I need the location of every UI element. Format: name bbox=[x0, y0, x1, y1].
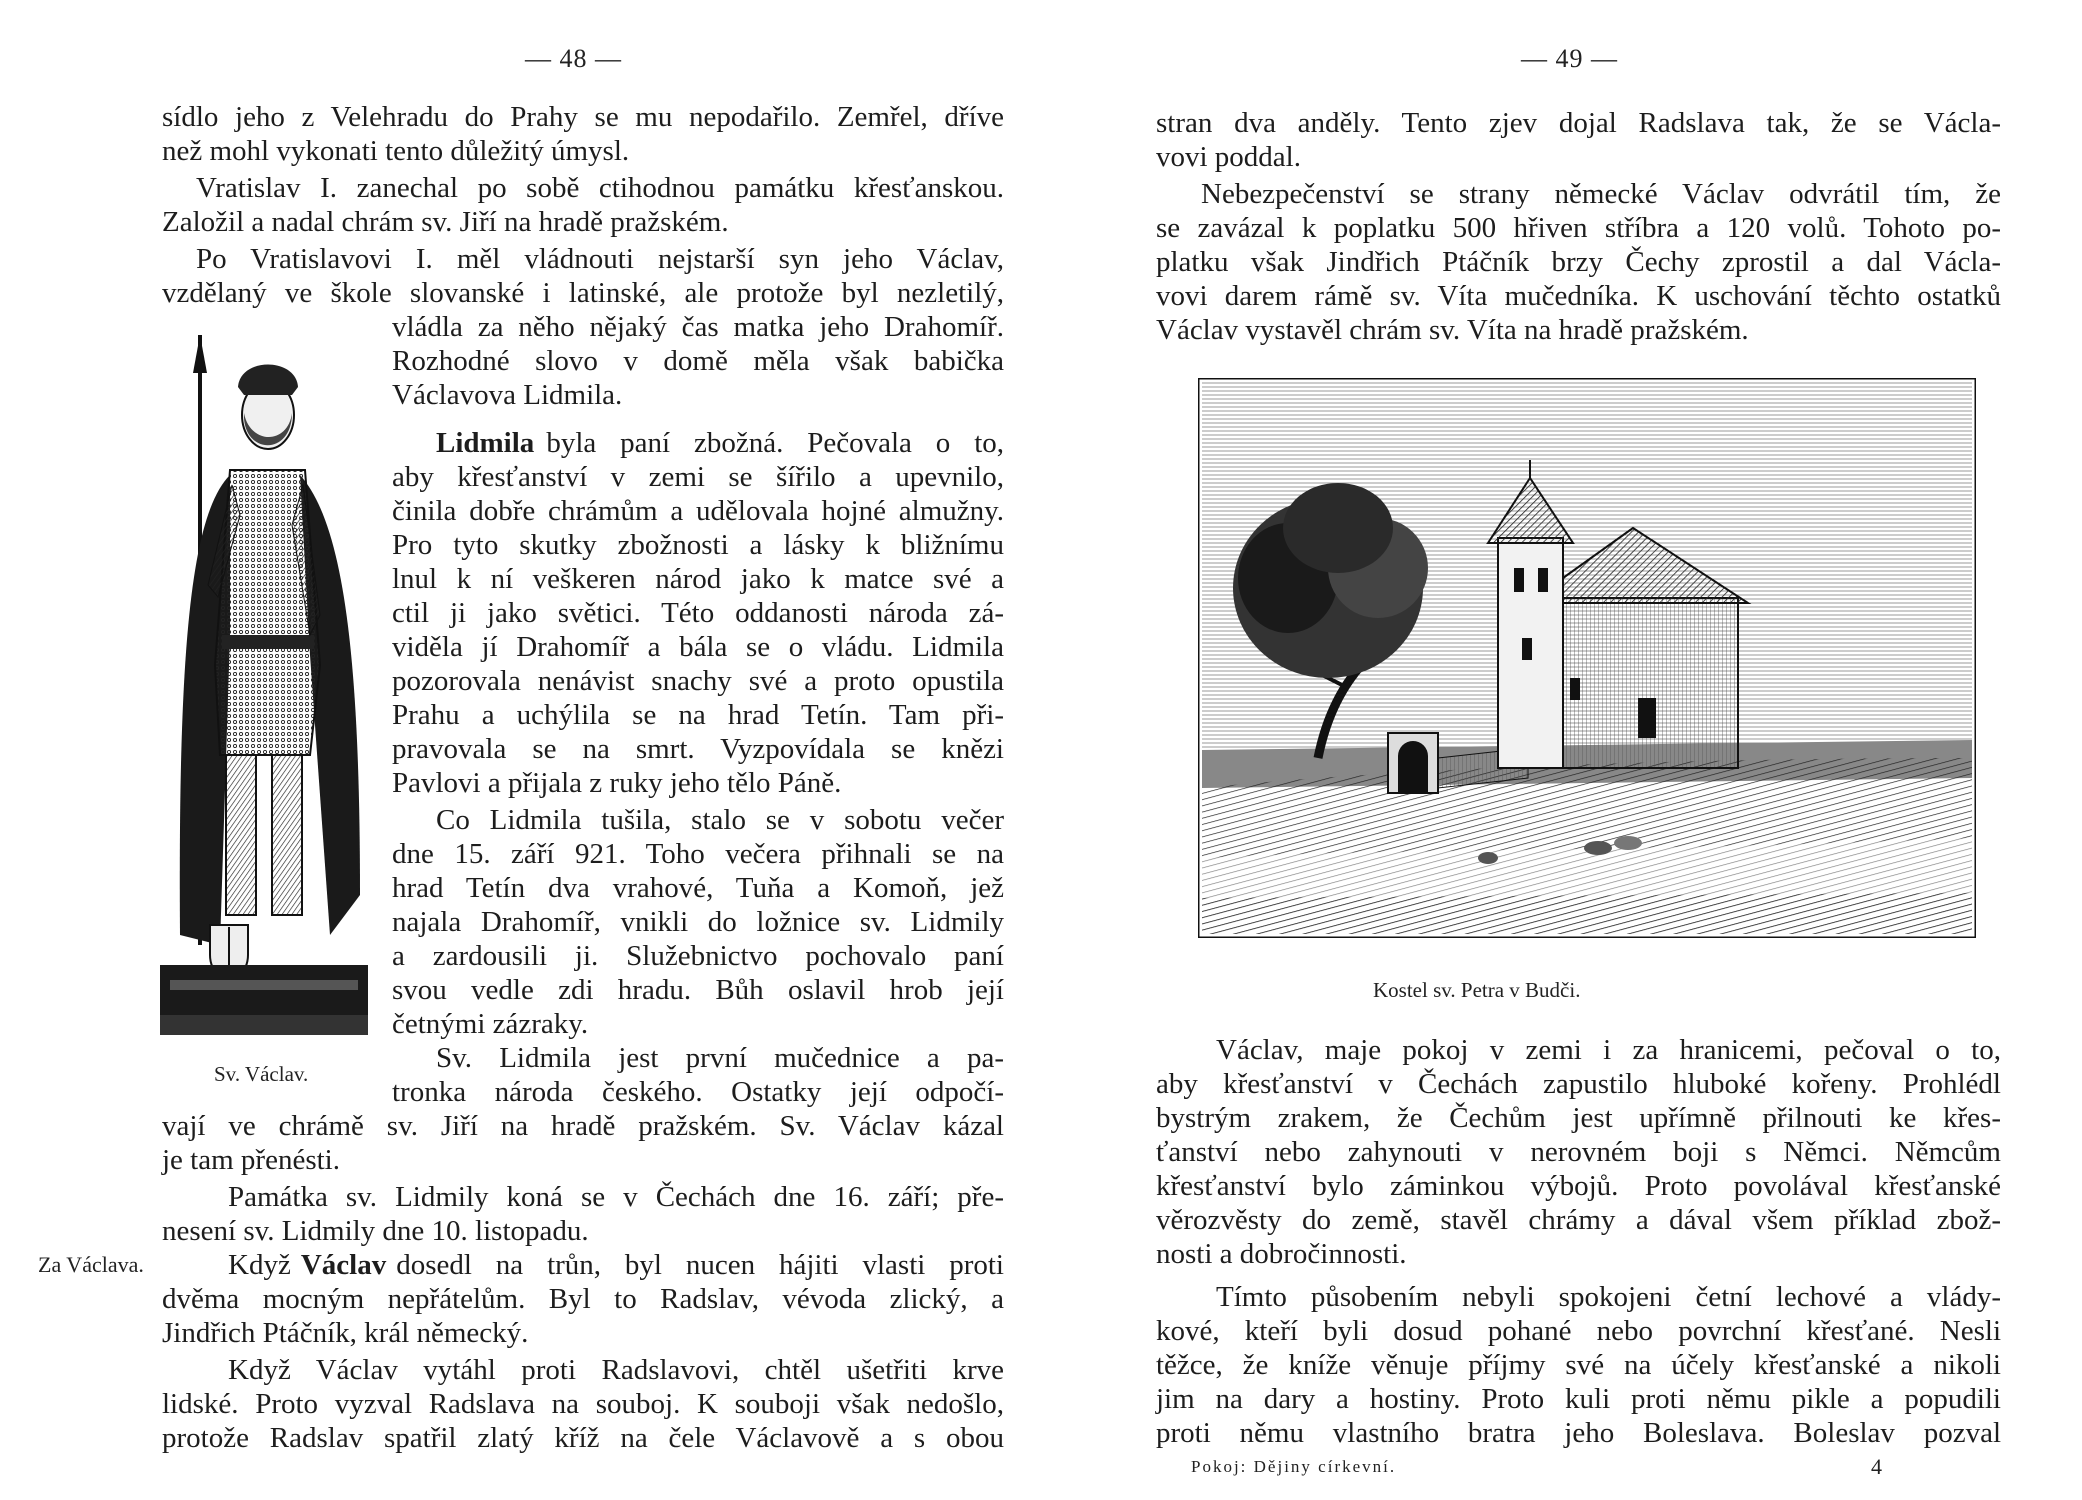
text-line: Památka sv. Lidmily koná se v Čechách dne 16. září; pře- bbox=[228, 1181, 1004, 1213]
text-line bbox=[392, 426, 1004, 460]
text-line: se zavázal k poplatku 500 hřiven stříbra a 120 volů. Tohoto po- bbox=[1156, 212, 2001, 244]
text-line: Václav vystavěl chrám sv. Víta na hradě pražském. bbox=[1156, 314, 1749, 346]
footer-signature-line: Pokoj: Dějiny církevní. bbox=[1191, 1457, 1397, 1476]
text-line: vovi darem rámě sv. Víta mučedníka. K uschování těchto ostatků bbox=[1156, 280, 2001, 312]
text-line bbox=[228, 1248, 1004, 1282]
text-line: nosti a dobročinnosti. bbox=[1156, 1238, 1407, 1270]
text-line: bystrým zrakem, že Čechům jest upřímně přilnouti ke křes- bbox=[1156, 1102, 2001, 1134]
text-line: než mohl vykonati tento důležitý úmysl. bbox=[162, 135, 630, 167]
image-caption: Sv. Václav. bbox=[214, 1062, 309, 1086]
text-line: Vratislav I. zanechal po sobě ctihodnou památku křesťanskou. bbox=[196, 172, 1004, 204]
page-number: — 49 — bbox=[1521, 44, 1618, 73]
text-line: Václav, maje pokoj v zemi i za hranicemi, pečoval o to, bbox=[1216, 1034, 2001, 1066]
text-line: Založil a nadal chrám sv. Jiří na hradě pražském. bbox=[162, 206, 729, 238]
text-line: vají ve chrámě sv. Jiří na hradě pražském. Sv. Václav kázal bbox=[162, 1110, 1004, 1142]
signature-number: 4 bbox=[1871, 1454, 1882, 1479]
text-line: pravovala se na smrt. Vyzpovídala se knězi bbox=[392, 733, 1004, 765]
text-line: kové, kteří byli dosud pohané nebo povrchní křesťané. Nesli bbox=[1156, 1315, 2001, 1347]
text-line: Nebezpečenství se strany německé Václav odvrátil tím, že bbox=[1201, 178, 2001, 210]
text-line: Jindřich Ptáčník, král německý. bbox=[162, 1317, 529, 1349]
text-line: věrozvěsty do země, stavěl chrámy a dával všem příklad zbož- bbox=[1156, 1204, 2001, 1236]
text-line: je tam přenésti. bbox=[162, 1144, 340, 1176]
right-page bbox=[1041, 0, 2082, 1500]
text-line: těžce, že kníže věnuje příjmy své na účely křesťanské a nikoli bbox=[1156, 1349, 2001, 1381]
text-fragment: byla paní zbožná. Pečovala o to, bbox=[546, 427, 1004, 459]
margin-note: Za Václava. bbox=[38, 1252, 144, 1277]
text-line: a zardousili ji. Služebnictvo pochovalo paní bbox=[392, 940, 1004, 972]
bold-name: Lidmila bbox=[436, 427, 535, 459]
text-line: činila dobře chrámům a udělovala hojné almužny. bbox=[392, 495, 1004, 527]
text-line: Václavova Lidmila. bbox=[392, 379, 623, 411]
text-line: Po Vratislavovi I. měl vládnouti nejstarší syn jeho Václav, bbox=[196, 243, 1004, 275]
text-line: aby křesťanství v zemi se šířilo a upevnilo, bbox=[392, 461, 1004, 493]
text-line: lidské. Proto vyzval Radslava na souboj. K souboji však nedošlo, bbox=[162, 1388, 1004, 1420]
text-line: nesení sv. Lidmily dne 10. listopadu. bbox=[162, 1215, 589, 1247]
saint-wenceslas-statue-illustration bbox=[160, 335, 368, 1035]
text-line: aby křesťanství v Čechách zapustilo hluboké kořeny. Prohlédl bbox=[1156, 1068, 2001, 1100]
text-line: proti němu vlastního bratra jeho Boleslava. Boleslav pozval bbox=[1156, 1417, 2001, 1449]
text-line: protože Radslav spatřil zlatý kříž na čele Václavově a s obou bbox=[162, 1422, 1004, 1454]
page-number: — 48 — bbox=[525, 44, 622, 73]
text-line: tronka národa českého. Ostatky její odpočí- bbox=[392, 1076, 1004, 1108]
text-line: Když Václav vytáhl proti Radslavovi, chtěl ušetřiti krve bbox=[228, 1354, 1004, 1386]
text-line: stran dva anděly. Tento zjev dojal Radslava tak, že se Václa- bbox=[1156, 107, 2001, 139]
text-line: Pavlovi a přijala z ruky jeho tělo Páně. bbox=[392, 767, 842, 799]
text-line: jim na dary a hostiny. Proto kuli proti němu pikle a popudili bbox=[1156, 1383, 2001, 1415]
text-fragment: Když bbox=[228, 1249, 291, 1281]
church-engraving-illustration bbox=[1198, 378, 1976, 938]
text-line: ťanství nebo zahynouti v nerovném boji s Němci. Němcům bbox=[1156, 1136, 2001, 1168]
text-line: viděla jí Drahomíř a bála se o vládu. Lidmila bbox=[392, 631, 1004, 663]
text-line: Prahu a uchýlila se na hrad Tetín. Tam při- bbox=[392, 699, 1004, 731]
text-line: vládla za něho nějaký čas matka jeho Drahomíř. bbox=[392, 311, 1004, 343]
text-line: dne 15. září 921. Toho večera přihnali se na bbox=[392, 838, 1004, 870]
text-line: vovi poddal. bbox=[1156, 141, 1301, 173]
text-line: dvěma mocným nepřátelům. Byl to Radslav, vévoda zlický, a bbox=[162, 1283, 1004, 1315]
text-line: najala Drahomíř, vnikli do ložnice sv. Lidmily bbox=[392, 906, 1004, 938]
text-line: křesťanství bylo záminkou výbojů. Proto povolával křesťanské bbox=[1156, 1170, 2001, 1202]
text-line: Sv. Lidmila jest první mučednice a pa- bbox=[436, 1042, 1004, 1074]
text-line: četnými zázraky. bbox=[392, 1008, 589, 1040]
text-line: vzdělaný ve škole slovanské i latinské, ale protože byl nezletilý, bbox=[162, 277, 1004, 309]
text-line: Rozhodné slovo v domě měla však babička bbox=[392, 345, 1004, 377]
bold-name: Václav bbox=[300, 1249, 387, 1281]
text-line: Co Lidmila tušila, stalo se v sobotu večer bbox=[436, 804, 1004, 836]
text-fragment: dosedl na trůn, byl nucen hájiti vlasti proti bbox=[396, 1249, 1004, 1281]
text-line: lnul k ní veškeren národ jako k matce své a bbox=[392, 563, 1004, 595]
text-line: hrad Tetín dva vrahové, Tuňa a Komoň, jež bbox=[392, 872, 1004, 904]
text-line: pozorovala nenávist snachy své a proto opustila bbox=[392, 665, 1004, 697]
text-line: platku však Jindřich Ptáčník brzy Čechy zprostil a dal Václa- bbox=[1156, 246, 2001, 278]
text-line: svou vedle zdi hradu. Bůh oslavil hrob její bbox=[392, 974, 1004, 1006]
text-line: Pro tyto skutky zbožnosti a lásky k bližnímu bbox=[392, 529, 1004, 561]
image-caption: Kostel sv. Petra v Budči. bbox=[1373, 978, 1581, 1002]
text-line: sídlo jeho z Velehradu do Prahy se mu nepodařilo. Zemřel, dříve bbox=[162, 101, 1004, 133]
text-line: Tímto působením nebyli spokojeni četní lechové a vlády- bbox=[1216, 1281, 2001, 1313]
text-line: ctil ji jako světici. Této oddanosti národa zá- bbox=[392, 597, 1004, 629]
